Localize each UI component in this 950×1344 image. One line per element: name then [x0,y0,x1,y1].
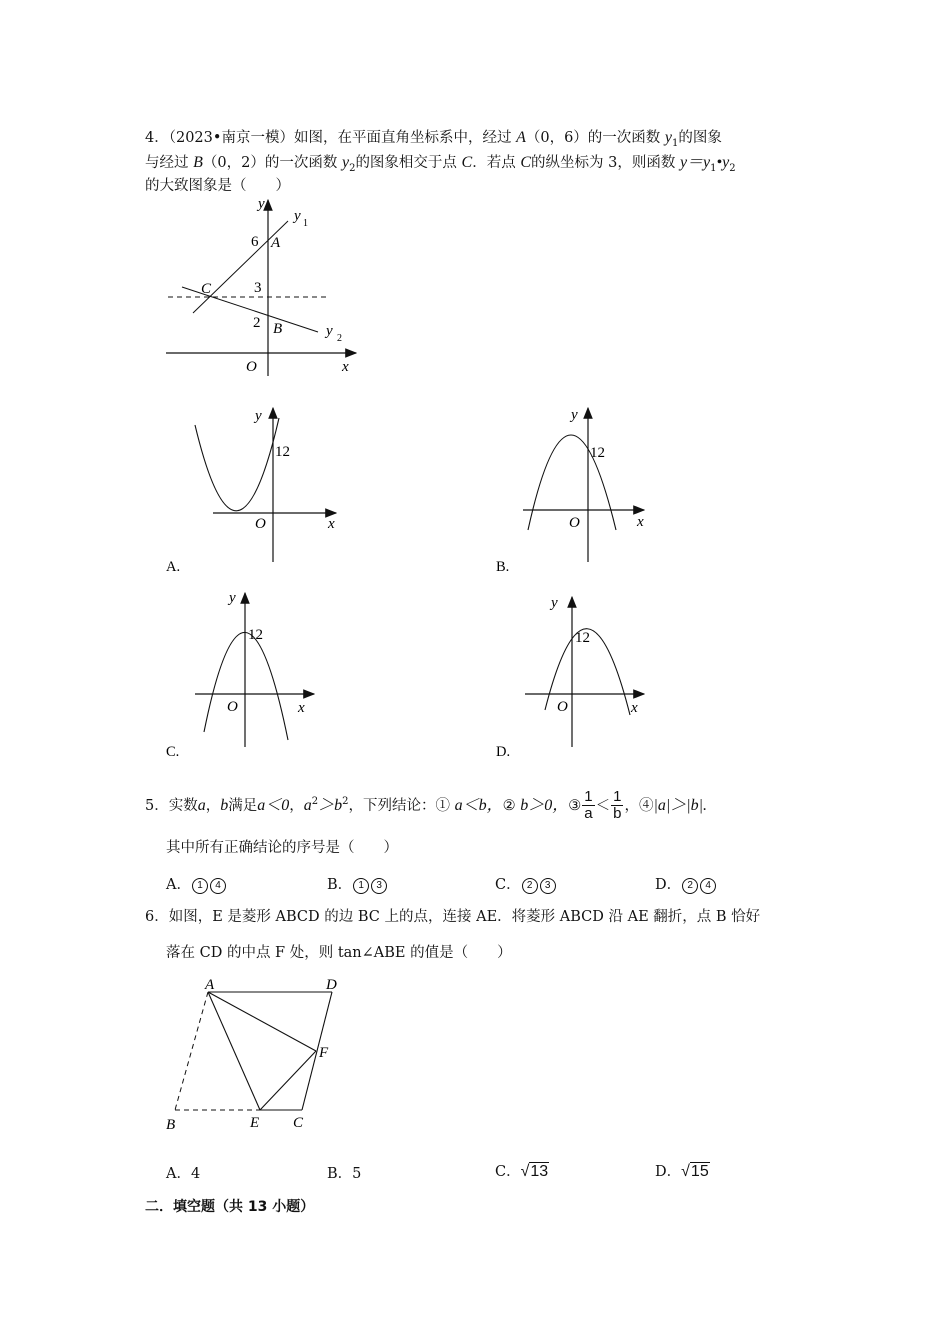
value-label: 12 [590,445,605,461]
q4-text: 的一次函数 [587,130,661,146]
q5-text: ，下列结论： [348,797,436,814]
option-value: 5 [352,1166,362,1182]
question-number: 6． [145,909,169,925]
sqrt-expression [521,1163,550,1181]
label-y1-sub: 1 [303,218,308,229]
circled-number: 1 [192,878,208,894]
origin-label: O [227,699,238,715]
sqrt-icon: √ [520,1163,530,1180]
option-letter: D． [655,1164,682,1180]
numerator: 1 [613,788,622,806]
q4-text: 的纵坐标为 3，则函数 [531,155,676,171]
option-letter: B. [496,559,510,575]
question-number: 5． [145,797,169,814]
origin-label: O [255,516,266,532]
origin-label: O [246,359,257,375]
func-expr: •y [716,154,730,171]
label-3: 3 [254,280,262,296]
fraction-1-over-b [611,789,623,822]
x-axis-label: x [298,700,305,716]
q6-text: 落在 CD 的中点 F 处，则 tan∠ABE 的值是（ ） [166,945,512,961]
q6-option-a[interactable] [166,1162,200,1183]
q4-text: 的大致图象是（ ） [145,178,290,194]
segment-ef [260,1051,316,1110]
option-letter: C． [495,1164,521,1180]
label-c: C [293,1115,304,1131]
circled-1: ① [435,797,451,814]
q5-line-2 [166,838,398,858]
question-number: 4． [145,130,169,146]
q4-line-1 [145,128,722,154]
q6-option-c[interactable] [495,1160,549,1181]
denominator: b [613,805,622,823]
sup: 2 [311,796,319,807]
x-axis-label: x [631,700,638,716]
y-axis-label: y [258,196,265,212]
fraction-1-over-a [582,789,594,822]
less-than: ＜ [595,797,611,814]
segment-af [208,992,316,1051]
q5-text: 满足 [228,797,258,814]
q6-text: 如图，E 是菱形 ABCD 的边 BC 上的点，连接 AE．将菱形 ABCD 沿 AE 翻折，点 B 恰好 [168,909,761,925]
q5-option-c[interactable] [495,873,557,894]
radicand: 15 [690,1163,709,1180]
q5-option-d[interactable] [655,873,717,894]
segment-ab-dashed [175,992,208,1110]
option-value: 4 [190,1166,201,1182]
option-letter: A. [166,559,181,575]
label-a: A [271,235,281,251]
circled-4: ④ [638,797,654,814]
q5-text: ， [289,797,304,814]
x-axis-label: x [328,516,335,532]
option-letter: C. [166,744,180,760]
q5-option-b[interactable] [327,873,388,894]
option-a-graph[interactable] [160,400,350,580]
label-f: F [319,1045,329,1061]
q4-text: 的图象相交于点 [355,155,457,171]
sqrt-expression [681,1163,710,1181]
circled-3: ③ [568,797,582,814]
q4-text: 与经过 [145,155,189,171]
option-letter: B． [327,1166,353,1182]
label-a: A [205,977,215,993]
var-a: a [197,796,206,814]
denominator: a [584,805,593,823]
q6-line-1 [145,907,760,927]
y2: y [341,154,350,171]
question-source: （2023•南京一模） [168,130,294,146]
section-2-heading: 二．填空题（共 13 小题） [145,1199,315,1215]
label-2: 2 [253,315,261,331]
x-axis-label: x [637,514,644,530]
func-sub: 2 [729,162,736,174]
q5-text: 实数 [168,797,198,814]
y-axis-label: y [571,407,578,423]
coord-b: （0，2） [202,155,265,171]
origin-label: O [557,699,568,715]
q5-text: ， [624,797,639,814]
label-d: D [326,977,337,993]
q6-line-2 [166,943,512,963]
parabola-curve [204,632,288,740]
q6-option-d[interactable] [655,1160,710,1181]
q4-text: 如图，在平面直角坐标系中，经过 [293,130,512,146]
q4-text: 的图象 [678,130,722,146]
y1-sub: 1 [672,137,679,149]
label-y2: y [326,323,333,339]
option-letter: C． [495,877,521,893]
circled-number: 4 [210,878,226,894]
point-c: C [520,154,531,171]
option-letter: A． [166,1166,191,1182]
y-axis-label: y [255,408,262,424]
circled-number: 3 [371,878,387,894]
q4-main-figure [160,190,360,380]
option-c-graph[interactable] [160,585,330,765]
value-label: 12 [575,630,590,646]
q4-text: ．若点 [472,155,516,171]
point-a: A [516,129,526,146]
coord-a: （0，6） [525,130,588,146]
q5-option-a[interactable] [166,873,227,894]
conclusion-2: b＞0， [520,796,569,814]
value-label: 12 [248,627,263,643]
condition-2: ＞b [318,796,343,814]
numerator: 1 [584,788,593,806]
x-axis-label: x [342,359,349,375]
option-letter: A． [166,877,191,893]
label-c: C [201,281,212,297]
parabola-curve [195,418,279,511]
conclusion-4: |a|＞|b|. [653,796,708,814]
y2-sub: 2 [349,162,356,174]
q4-line-2 [145,153,736,179]
y-axis-label: y [551,595,558,611]
circled-number: 1 [353,878,369,894]
circled-number: 4 [700,878,716,894]
label-y2-sub: 2 [337,333,342,344]
q5-line-1 [145,788,707,822]
sup: 2 [342,796,349,807]
q5-text: 其中所有正确结论的序号是（ ） [166,840,398,856]
label-y1: y [294,208,301,224]
circled-2: ② [502,797,516,814]
condition-1: a＜0 [257,796,290,814]
q4-text: 的一次函数 [264,155,338,171]
y-axis-label: y [229,590,236,606]
option-b-graph[interactable] [490,400,660,580]
option-letter: D． [655,877,682,893]
point-b: B [193,154,203,171]
value-label: 12 [275,444,290,460]
label-6: 6 [251,234,259,250]
label-e: E [250,1115,260,1131]
y1: y [664,129,673,146]
q6-rhombus-figure [160,970,350,1135]
var-b: b [220,796,229,814]
circled-number: 2 [522,878,538,894]
option-letter: D. [496,744,511,760]
circled-number: 3 [540,878,556,894]
func-sub: 1 [710,162,717,174]
q6-option-b[interactable] [327,1162,361,1183]
func-expr: y＝y [679,154,711,171]
conclusion-1: a＜b， [454,796,503,814]
q5-text: ， [205,797,221,814]
option-d-graph[interactable] [490,585,660,765]
condition-2: a [303,796,312,814]
label-b: B [166,1117,176,1133]
circled-number: 2 [682,878,698,894]
label-b: B [273,321,283,337]
option-letter: B． [327,877,353,893]
radicand: 13 [530,1163,549,1180]
segment-ae [208,992,260,1110]
point-c: C [461,154,473,171]
origin-label: O [569,515,580,531]
sqrt-icon: √ [681,1163,690,1180]
